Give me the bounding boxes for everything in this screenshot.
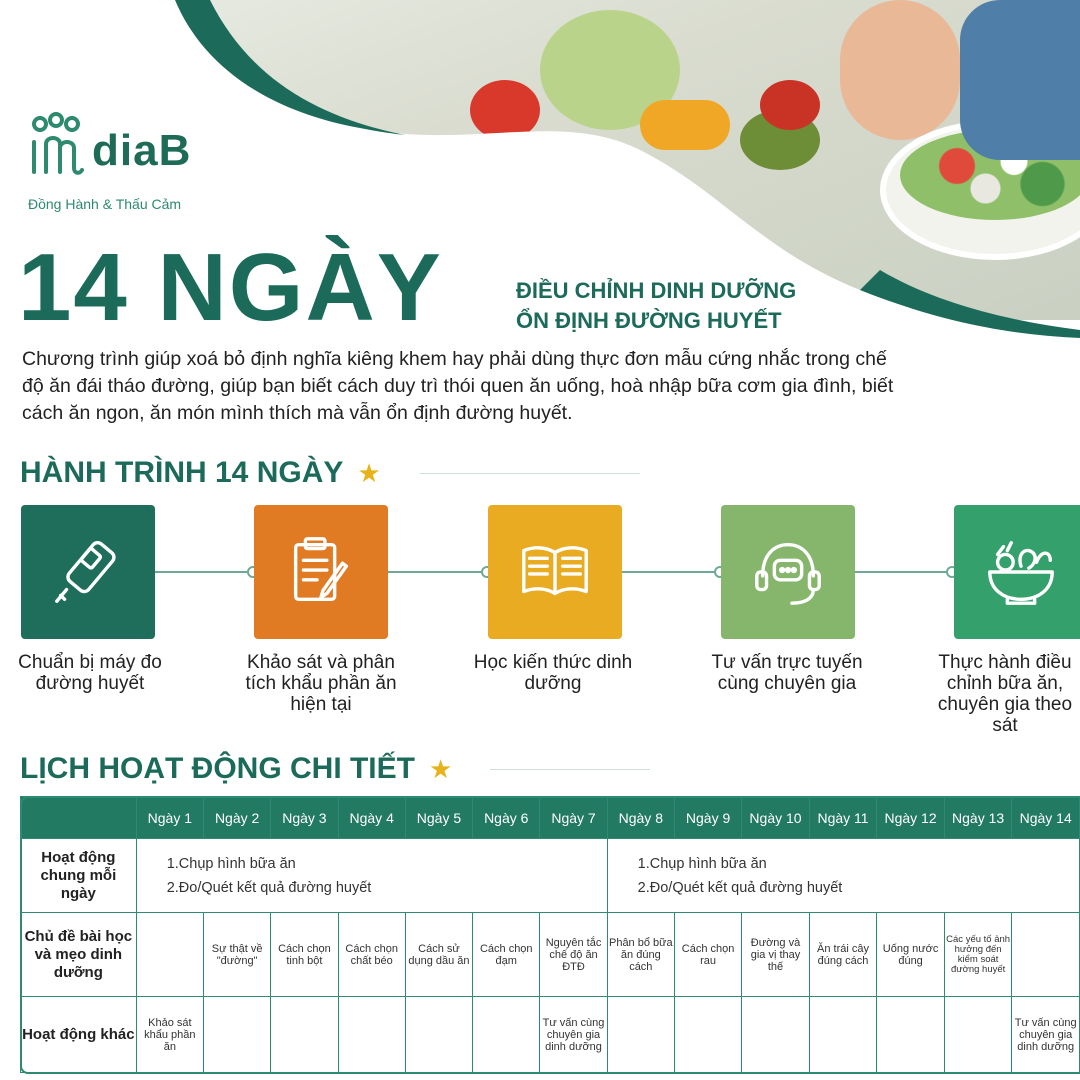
divider [420,473,640,474]
schedule-heading [20,752,452,786]
other-activity-row [21,997,1080,1073]
daily-activity-item: 1.Chụp hình bữa ăn [637,855,767,872]
topic-cell: Phân bổ bữa ăn đúng cách [607,913,674,997]
topics-row [21,913,1080,997]
journey-step-4-label: Tư vấn trực tuyến cùng chuyên gia [711,652,863,694]
diab-logo-icon [26,112,86,182]
table-corner-cell [21,797,137,839]
other-cell [338,997,405,1073]
headset-icon [749,533,827,611]
other-cell [271,997,338,1073]
intro-paragraph: Chương trình giúp xoá bỏ định nghĩa kiêng khem hay phải dùng thực đơn mẫu cứng nhắc trong chế độ ăn đái tháo đường, giúp bạn biết cách duy trì thói quen ăn uống, hoà nhập bữa cơm gia đình, biết cách ăn ngon, ăn món mình thích mà vẫn ổn định đường huyết. [22,348,894,424]
clipboard-icon [282,533,360,611]
topic-cell: Các yếu tố ảnh hưởng đến kiểm soát đường huyết [944,913,1012,997]
journey-heading-text: HÀNH TRÌNH 14 NGÀY [20,456,344,489]
topic-cell: Cách sử dụng dầu ăn [405,913,472,997]
salad-bowl-icon [982,533,1060,611]
brand-logo[interactable] [26,112,226,212]
row-label: Hoạt động khác [21,997,137,1073]
subtitle-line-2: ỔN ĐỊNH ĐƯỜNG HUYẾT [516,308,782,333]
journey-step-2 [254,505,388,639]
journey-step-3 [488,505,622,639]
other-cell [674,997,741,1073]
topic-cell: Đường và gia vị thay thế [742,913,810,997]
brand-tagline: Đồng Hành & Thấu Cảm [28,196,182,212]
topic-cell: Ăn trái cây đúng cách [809,913,877,997]
day-header: Ngày 8 [607,797,674,839]
page-subtitle [516,276,796,336]
day-header: Ngày 10 [742,797,810,839]
other-cell: Tư vấn cùng chuyên gia dinh dưỡng [1012,997,1080,1073]
daily-activity-item: 1.Chụp hình bữa ăn [166,855,296,872]
topic-cell: Cách chọn đạm [473,913,540,997]
subtitle-line-1: ĐIỀU CHỈNH DINH DƯỠNG [516,278,797,303]
other-cell [742,997,810,1073]
topic-cell: Uống nước đúng [877,913,945,997]
journey-step-2-label: Khảo sát và phân tích khẩu phần ăn hiện tại [245,652,397,715]
daily-activity-week-2 [607,839,1079,913]
other-cell [877,997,945,1073]
other-cell: Khảo sát khẩu phần ăn [136,997,203,1073]
day-header: Ngày 1 [136,797,203,839]
daily-activity-item: 2.Đo/Quét kết quả đường huyết [166,879,372,896]
day-header: Ngày 5 [405,797,472,839]
row-label: Chủ đề bài học và mẹo dinh dưỡng [21,913,137,997]
other-cell [944,997,1012,1073]
journey-step-5 [954,505,1080,639]
other-cell [405,997,472,1073]
open-book-icon [516,533,594,611]
topic-cell: Nguyên tắc chế độ ăn ĐTĐ [540,913,607,997]
journey-step-4 [721,505,855,639]
brand-name: diaB [92,126,192,175]
schedule-table [20,796,1080,1073]
day-header: Ngày 4 [338,797,405,839]
topic-cell: Cách chọn rau [674,913,741,997]
schedule-heading-text: LỊCH HOẠT ĐỘNG CHI TIẾT [20,752,415,785]
other-cell [607,997,674,1073]
star-icon: ★ [357,457,381,488]
journey-step-5-label: Thực hành điều chỉnh bữa ăn, chuyên gia theo sát [937,652,1073,736]
journey-heading [20,456,381,490]
topic-cell: Cách chọn tinh bột [271,913,338,997]
glucose-meter-icon [49,533,127,611]
other-cell [203,997,270,1073]
day-header: Ngày 6 [473,797,540,839]
divider [490,769,650,770]
day-header: Ngày 12 [877,797,945,839]
daily-activity-row [21,839,1080,913]
day-header: Ngày 2 [203,797,270,839]
other-cell [809,997,877,1073]
journey-step-1-label: Chuẩn bị máy đo đường huyết [18,652,162,694]
daily-activity-week-1 [136,839,607,913]
topic-cell [136,913,203,997]
other-cell [473,997,540,1073]
row-label: Hoạt động chung mỗi ngày [21,839,137,913]
journey-step-3-label: Học kiến thức dinh dưỡng [473,652,633,694]
other-cell: Tư vấn cùng chuyên gia dinh dưỡng [540,997,607,1073]
daily-activity-item: 2.Đo/Quét kết quả đường huyết [637,879,843,896]
topic-cell: Cách chọn chất béo [338,913,405,997]
journey-step-1 [21,505,155,639]
star-icon: ★ [428,753,453,784]
day-header: Ngày 3 [271,797,338,839]
day-header: Ngày 14 [1012,797,1080,839]
schedule-header-row [21,797,1080,839]
page-title: 14 NGÀY [18,234,443,341]
day-header: Ngày 11 [809,797,877,839]
day-header: Ngày 7 [540,797,607,839]
day-header: Ngày 13 [944,797,1012,839]
topic-cell: Sự thật về "đường" [203,913,270,997]
day-header: Ngày 9 [674,797,741,839]
topic-cell [1012,913,1080,997]
